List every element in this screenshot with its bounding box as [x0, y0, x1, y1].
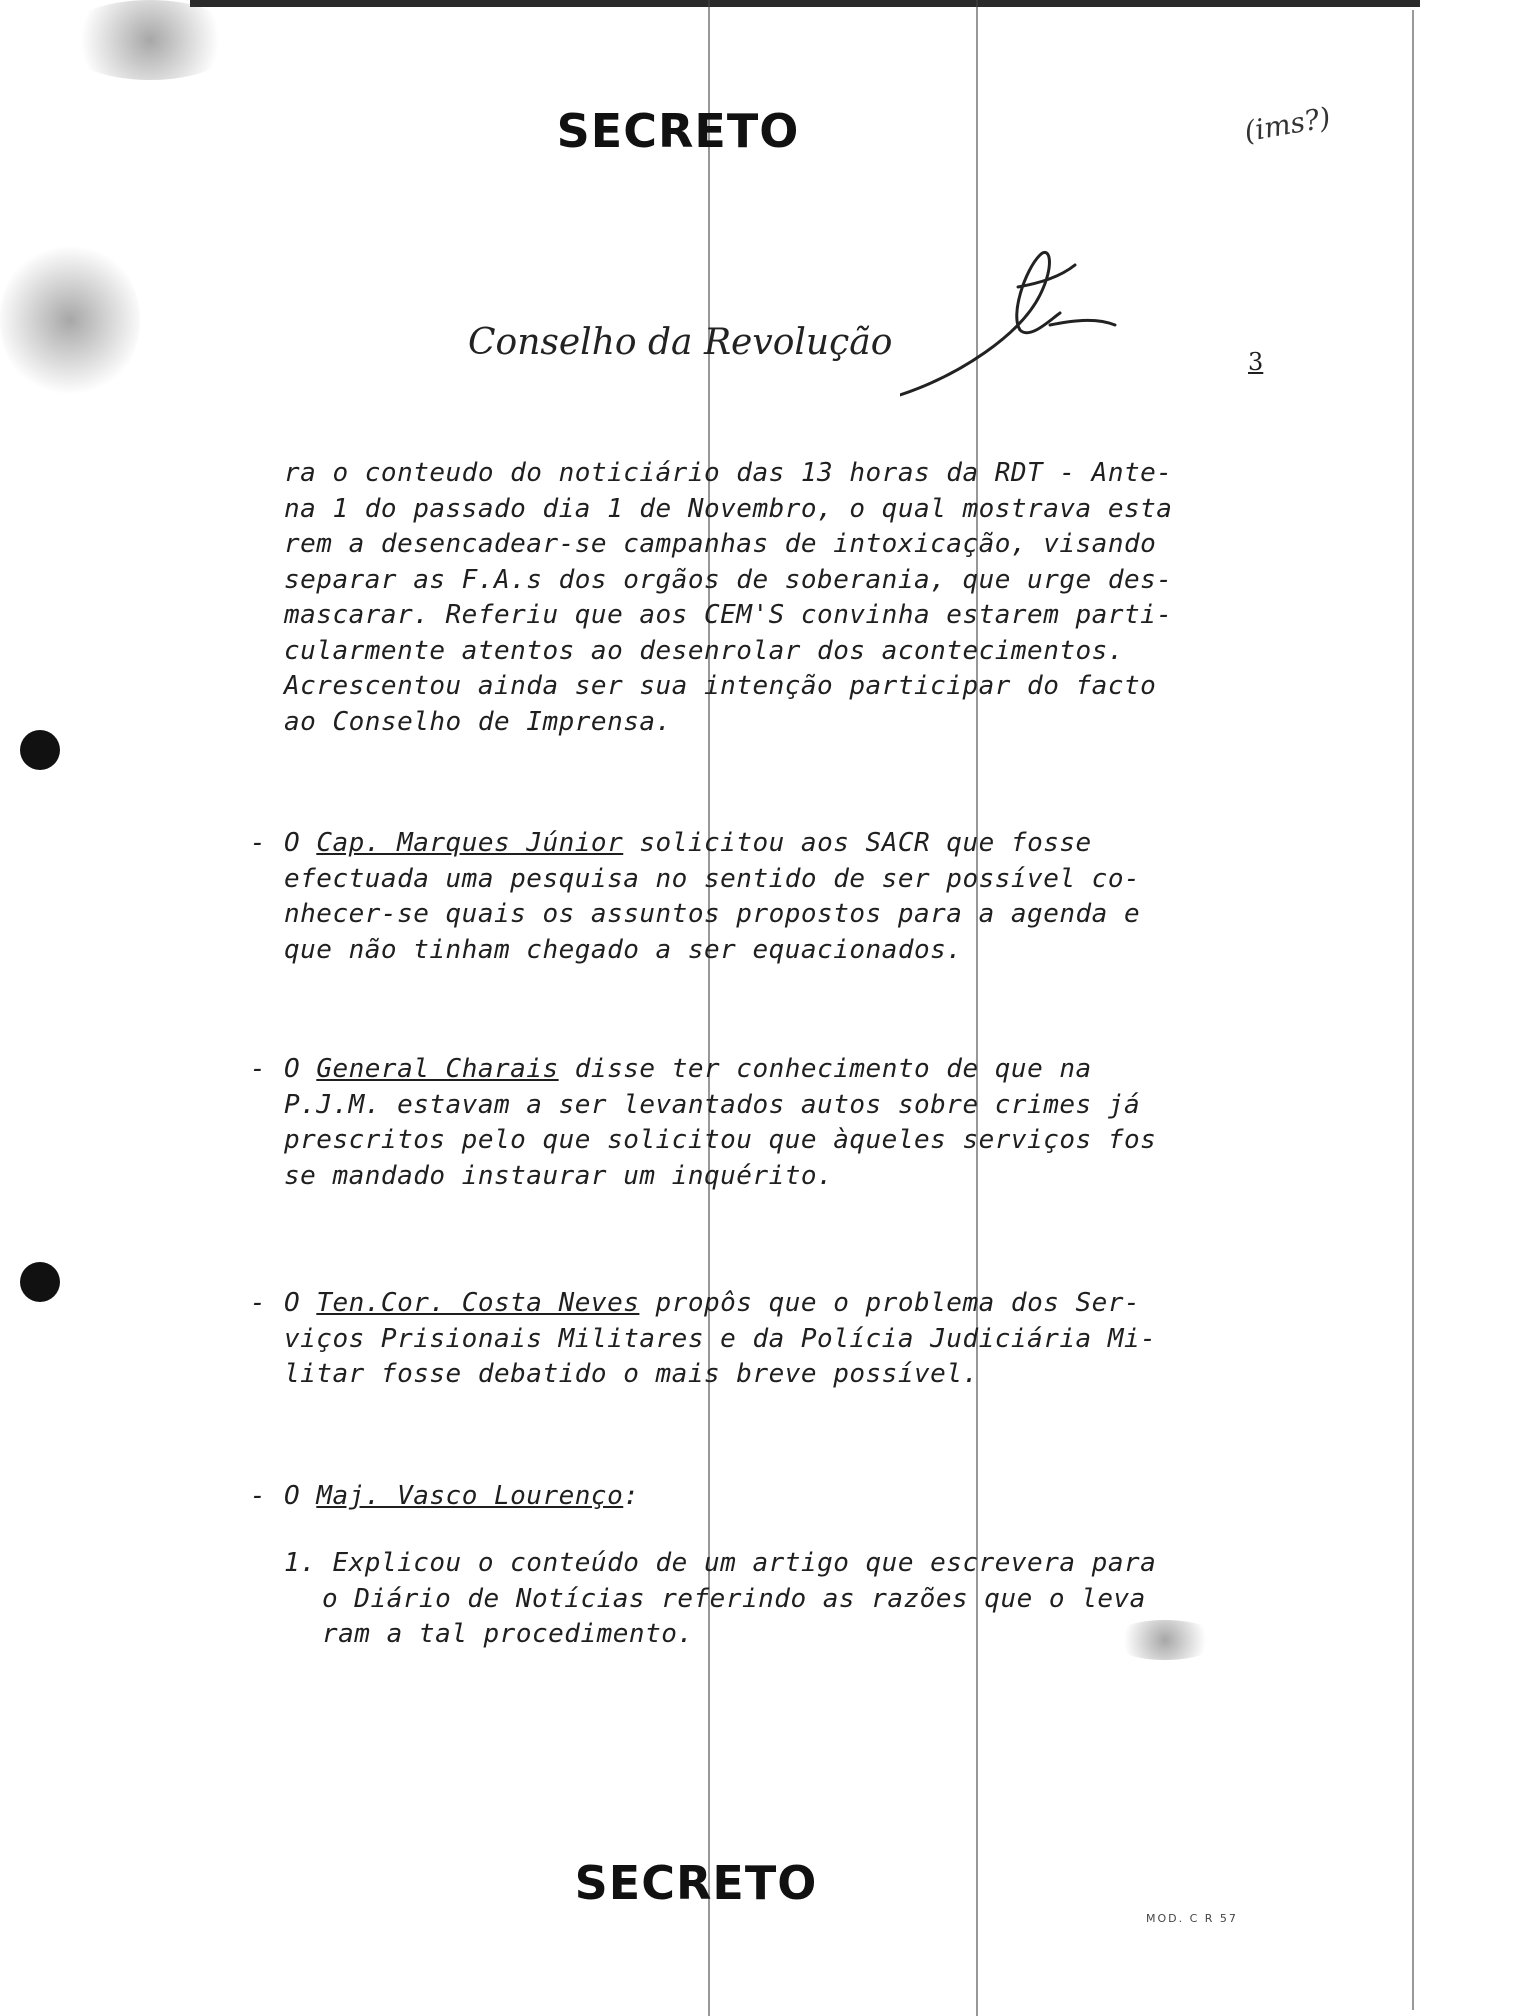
scan-right-edge: [1412, 10, 1414, 2010]
text-line: ao Conselho de Imprensa.: [284, 706, 672, 737]
punch-hole: [20, 1262, 60, 1302]
paragraph-continuation: [284, 456, 1244, 740]
scan-smudge: [0, 240, 140, 400]
text-line: rem a desencadear-se campanhas de intoxicação, visando: [284, 529, 1157, 559]
list-item: [284, 1546, 1244, 1582]
form-code: MOD. C R 57: [1146, 1912, 1238, 1925]
signature-icon: [900, 225, 1120, 415]
speaker-name: Maj. Vasco Lourenço: [316, 1480, 624, 1511]
speaker-name: Cap. Marques Júnior: [316, 828, 624, 858]
text-line: litar fosse debatido o mais breve possível.: [284, 1359, 979, 1389]
text-line: prescritos pelo que solicitou que àqueles serviços fos: [284, 1125, 1157, 1155]
text-line: mascarar. Referiu que aos CEM'S convinha estarem parti-: [284, 600, 1173, 630]
page-number: 3: [1248, 348, 1264, 376]
text-line: -O Cap. Marques Júnior solicitou aos SACR que fosse: [250, 828, 1092, 858]
text-span: Explicou o conteúdo de um artigo que escrevera para: [316, 1548, 1157, 1578]
minutes-body: [250, 456, 1244, 1653]
text-line: viços Prisionais Militares e da Polícia Judiciária Mi-: [284, 1323, 1157, 1354]
scan-smudge: [60, 0, 240, 80]
paragraph-charais: [250, 1052, 1244, 1194]
paragraph-marques-junior: [250, 826, 1244, 968]
text-line: ra o conteudo do noticiário das 13 horas da RDT - Ante-: [284, 458, 1173, 488]
paragraph-costa-neves: [250, 1286, 1244, 1393]
text-line: ram a tal procedimento.: [322, 1619, 694, 1649]
text-line: na 1 do passado dia 1 de Novembro, o qual mostrava esta: [284, 493, 1173, 524]
text-line: P.J.M. estavam a ser levantados autos sobre crimes já: [284, 1089, 1141, 1120]
scan-top-edge: [190, 0, 1420, 7]
text-line: nhecer-se quais os assuntos propostos para a agenda e: [284, 899, 1141, 929]
text-line: o Diário de Notícias referindo as razões que o leva: [322, 1583, 1146, 1614]
margin-initials: (ims?): [1241, 100, 1333, 149]
text-line: Acrescentou ainda ser sua intenção participar do facto: [284, 671, 1157, 701]
speaker-name: General Charais: [316, 1054, 559, 1084]
text-span: disse ter conhecimento de que na: [558, 1054, 1092, 1084]
text-line: cularmente atentos ao desenrolar dos acontecimentos.: [284, 635, 1124, 666]
paragraph-vasco-lourenco: [250, 1479, 1244, 1653]
text-line: -O Ten.Cor. Costa Neves propôs que o problema dos Ser-: [250, 1288, 1141, 1318]
text-span: solicitou aos SACR que fosse: [623, 828, 1092, 858]
text-line: efectuada uma pesquisa no sentido de ser possível co-: [284, 863, 1141, 894]
text-line: se mandado instaurar um inquérito.: [284, 1160, 834, 1191]
text-line: -O General Charais disse ter conhecimento de que na: [250, 1054, 1092, 1084]
text-span: propôs que o problema dos Ser-: [639, 1288, 1141, 1318]
classification-stamp-bottom: SECRETO: [574, 1856, 818, 1910]
text-line: -O Maj. Vasco Lourenço:: [250, 1480, 640, 1511]
classification-stamp-top: SECRETO: [556, 104, 800, 158]
text-line: separar as F.A.s dos orgãos de soberania, que urge des-: [284, 564, 1173, 595]
item-number: 1.: [284, 1548, 317, 1578]
punch-hole: [20, 730, 60, 770]
letterhead: Conselho da Revolução: [468, 322, 893, 363]
text-line: que não tinham chegado a ser equacionados.: [284, 934, 963, 965]
text-span: :: [623, 1480, 640, 1511]
speaker-name: Ten.Cor. Costa Neves: [316, 1288, 640, 1318]
